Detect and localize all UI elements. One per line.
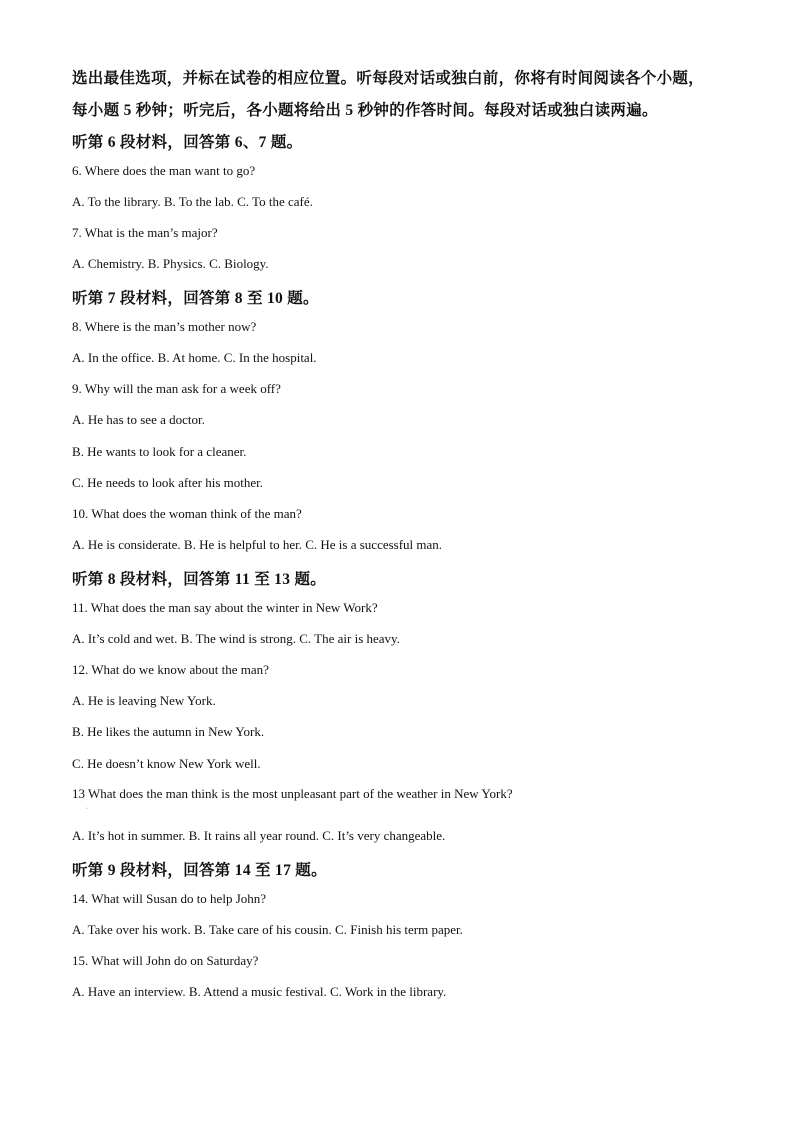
question-8-options: A. In the office. B. At home. C. In the hospital. [72,350,317,365]
question-12-stem: 12. What do we know about the man? [72,662,269,677]
question-9-option-a: A. He has to see a doctor. [72,412,205,427]
question-10-options: A. He is considerate. B. He is helpful to her. C. He is a successful man. [72,537,443,552]
instructions-line-2: 每小题 5 秒钟；听完后，各小题将给出 5 秒钟的作答时间。每段对话或独白读两遍。 [72,102,658,119]
question-6-stem: 6. Where does the man want to go? [72,163,256,178]
question-7-options: A. Chemistry. B. Physics. C. Biology. [72,256,269,271]
question-6-options: A. To the library. B. To the lab. C. To the café. [72,194,313,209]
question-10-stem: 10. What does the woman think of the man? [72,506,302,521]
question-11-stem: 11. What does the man say about the winter in New Work? [72,600,378,615]
section-heading-7: 听第 7 段材料，回答第 8 至 10 题。 [72,290,319,307]
section-heading-6: 听第 6 段材料，回答第 6、7 题。 [72,134,303,151]
question-15-stem: 15. What will John do on Saturday? [72,953,259,968]
stray-dot-mark: · [86,806,88,812]
question-9-option-c: C. He needs to look after his mother. [72,475,263,490]
question-11-options: A. It’s cold and wet. B. The wind is strong. C. The air is heavy. [72,631,400,646]
question-15-options: A. Have an interview. B. Attend a music festival. C. Work in the library. [72,984,447,999]
section-heading-8: 听第 8 段材料，回答第 11 至 13 题。 [72,571,327,588]
question-7-stem: 7. What is the man’s major? [72,225,218,240]
question-14-stem: 14. What will Susan do to help John? [72,891,267,906]
instructions-line-1: 选出最佳选项，并标在试卷的相应位置。听每段对话或独白前，你将有时间阅读各个小题， [72,70,705,87]
question-14-options: A. Take over his work. B. Take care of his cousin. C. Finish his term paper. [72,922,463,937]
question-9-stem: 9. Why will the man ask for a week off? [72,381,281,396]
question-9-option-b: B. He wants to look for a cleaner. [72,444,247,459]
question-13-stem: 13 What does the man think is the most unpleasant part of the weather in New York? [72,786,513,801]
question-13-options: A. It’s hot in summer. B. It rains all year round. C. It’s very changeable. [72,828,446,843]
question-8-stem: 8. Where is the man’s mother now? [72,319,257,334]
question-12-option-b: B. He likes the autumn in New York. [72,724,265,739]
question-12-option-c: C. He doesn’t know New York well. [72,756,261,771]
section-heading-9: 听第 9 段材料，回答第 14 至 17 题。 [72,862,327,879]
question-12-option-a: A. He is leaving New York. [72,693,216,708]
